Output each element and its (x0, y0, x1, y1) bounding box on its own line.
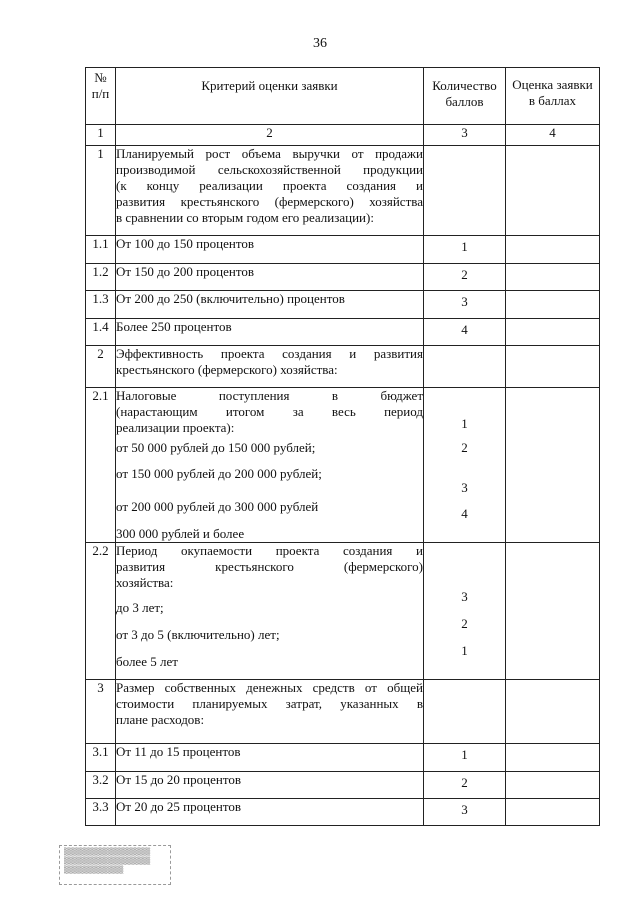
row-evaluation (506, 799, 600, 826)
criterion-intro-line: хозяйства: (116, 575, 174, 590)
row-evaluation (506, 772, 600, 799)
row-criterion (116, 291, 424, 319)
sub-points: 1 (461, 643, 468, 658)
row-evaluation (506, 543, 600, 680)
table-row (86, 799, 600, 826)
table-row (86, 744, 600, 772)
table-row (86, 346, 600, 388)
row-evaluation (506, 346, 600, 388)
criterion-text: От 150 до 200 процентов (116, 264, 254, 279)
table-row (86, 236, 600, 264)
page-number: 36 (313, 36, 327, 51)
row-points: 2 (424, 772, 506, 799)
sub-points: 2 (461, 616, 468, 631)
row-number: 3 (86, 680, 116, 744)
row-criterion (116, 744, 424, 772)
criterion-text: Более 250 процентов (116, 319, 232, 334)
sub-points: 2 (461, 440, 468, 455)
column-number: 2 (116, 125, 424, 146)
header-evaluation (506, 68, 600, 125)
row-points: 3 (424, 291, 506, 319)
row-criterion (116, 772, 424, 799)
column-number: 4 (506, 125, 600, 146)
sub-points: 4 (461, 506, 468, 521)
row-points (424, 543, 506, 680)
header-num (86, 68, 116, 125)
criterion-text: От 100 до 150 процентов (116, 236, 254, 251)
header-num-line2: п/п (91, 86, 110, 101)
row-number: 1.3 (86, 291, 116, 319)
row-points (424, 146, 506, 236)
criterion-line: развития крестьянского (фермерского) хозяйства (116, 194, 423, 209)
criterion-intro-line: Период окупаемости проекта создания и (116, 543, 423, 558)
criterion-line: Планируемый рост объема выручки от продажи (116, 146, 423, 161)
header-num-line1: № (94, 70, 107, 85)
row-number: 3.1 (86, 744, 116, 772)
row-criterion (116, 388, 424, 543)
criterion-intro-line: развития крестьянского (фермерского) (116, 559, 423, 574)
row-number: 2.1 (86, 388, 116, 543)
row-number: 1.2 (86, 264, 116, 291)
criterion-line: в сравнении со вторым годом его реализации): (116, 210, 374, 225)
row-number: 1.4 (86, 319, 116, 346)
table-row (86, 146, 600, 236)
row-points (424, 346, 506, 388)
row-number: 3.2 (86, 772, 116, 799)
row-points: 4 (424, 319, 506, 346)
sub-points: 3 (461, 480, 468, 495)
criterion-line: Эффективность проекта создания и развития (116, 346, 423, 361)
row-points (424, 388, 506, 543)
row-number: 1 (86, 146, 116, 236)
sub-criterion: 300 000 рублей и более (116, 526, 245, 541)
table-header-row (86, 68, 600, 125)
row-evaluation (506, 236, 600, 264)
sub-points: 1 (461, 416, 468, 431)
criterion-intro-line: Налоговые поступления в бюджет (116, 388, 423, 403)
sub-criterion: более 5 лет (116, 654, 178, 669)
header-evaluation-line1: Оценка заявки (512, 77, 593, 92)
sub-criterion: от 3 до 5 (включительно) лет; (116, 627, 280, 642)
criteria-table (85, 67, 600, 826)
row-criterion (116, 236, 424, 264)
row-criterion (116, 146, 424, 236)
row-number: 1.1 (86, 236, 116, 264)
row-number: 3.3 (86, 799, 116, 826)
table-row (86, 264, 600, 291)
table-body (86, 146, 600, 826)
column-number: 1 (86, 125, 116, 146)
table-row (86, 543, 600, 680)
criterion-line: (к концу реализации проекта создания и (116, 178, 423, 193)
criterion-line: Размер собственных денежных средств от общей (116, 680, 423, 695)
row-number: 2 (86, 346, 116, 388)
row-criterion (116, 264, 424, 291)
criterion-line: крестьянского (фермерского) хозяйства: (116, 362, 338, 377)
criterion-intro-line: реализации проекта): (116, 420, 235, 435)
row-evaluation (506, 680, 600, 744)
header-points-line2: баллов (445, 94, 484, 109)
row-evaluation (506, 388, 600, 543)
row-evaluation (506, 319, 600, 346)
table-row (86, 772, 600, 799)
column-number: 3 (424, 125, 506, 146)
row-points: 3 (424, 799, 506, 826)
row-evaluation (506, 146, 600, 236)
row-evaluation (506, 744, 600, 772)
criterion-text: От 15 до 20 процентов (116, 772, 241, 787)
row-criterion (116, 346, 424, 388)
row-criterion (116, 680, 424, 744)
criterion-text: От 20 до 25 процентов (116, 799, 241, 814)
header-criterion: Критерий оценки заявки (116, 68, 424, 125)
row-points: 1 (424, 236, 506, 264)
header-points (424, 68, 506, 125)
header-points-line1: Количество (432, 78, 497, 93)
table-row (86, 319, 600, 346)
row-points: 2 (424, 264, 506, 291)
sub-points: 3 (461, 589, 468, 604)
criterion-line: стоимости планируемых затрат, указанных в (116, 696, 423, 711)
criterion-text: От 11 до 15 процентов (116, 744, 241, 759)
table-row (86, 388, 600, 543)
row-criterion (116, 799, 424, 826)
header-evaluation-line2: в баллах (528, 93, 577, 108)
column-number-row (86, 125, 600, 146)
sub-criterion: от 200 000 рублей до 300 000 рублей (116, 499, 319, 514)
sub-criterion: от 50 000 рублей до 150 000 рублей; (116, 440, 316, 455)
criterion-intro-line: (нарастающим итогом за весь период (116, 404, 423, 419)
sub-criterion: до 3 лет; (116, 600, 164, 615)
sub-criterion: от 150 000 рублей до 200 000 рублей; (116, 466, 322, 481)
row-points: 1 (424, 744, 506, 772)
row-points (424, 680, 506, 744)
criterion-line: производимой сельскохозяйственной продукции (116, 162, 423, 177)
criterion-line: плане расходов: (116, 712, 205, 727)
row-evaluation (506, 291, 600, 319)
row-number: 2.2 (86, 543, 116, 680)
table-row (86, 291, 600, 319)
registration-stamp: ▒▒▒▒▒▒▒▒▒▒▒▒▒▒▒▒ ▒▒▒▒▒▒▒▒▒▒▒▒▒▒▒▒ ▒▒▒▒▒▒▒▒▒▒▒ (59, 845, 171, 885)
table-row (86, 680, 600, 744)
row-evaluation (506, 264, 600, 291)
row-criterion (116, 543, 424, 680)
row-criterion (116, 319, 424, 346)
criterion-text: От 200 до 250 (включительно) процентов (116, 291, 345, 306)
